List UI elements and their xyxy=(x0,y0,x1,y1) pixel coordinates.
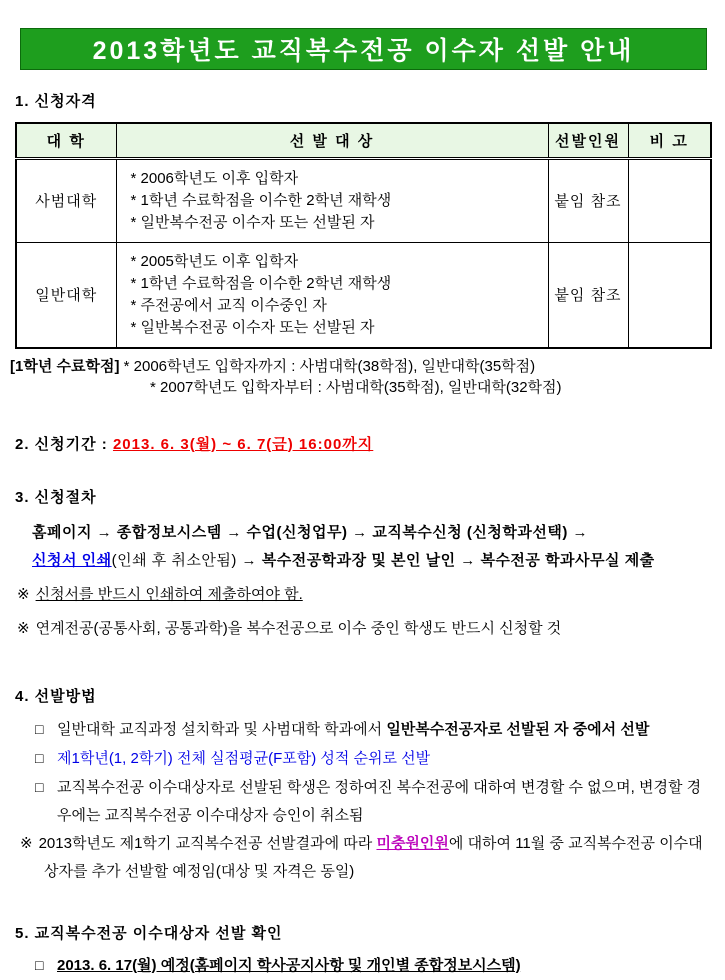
section2-heading: 2. 신청기간 : xyxy=(15,435,113,453)
table-footnotes xyxy=(10,356,710,398)
list-item xyxy=(35,773,710,830)
note-cell xyxy=(628,158,711,242)
col-header-target: 선 발 대 상 xyxy=(116,123,548,158)
star-note-text: 연계전공(공통사회, 공통과학)을 복수전공으로 이수 중인 학생도 반드시 신청할 것 xyxy=(35,619,562,637)
selection-method-list xyxy=(35,715,710,830)
criteria-cell xyxy=(116,242,548,348)
page-title: 2013학년도 교직복수전공 이수자 선발 안내 xyxy=(92,37,635,65)
list-item xyxy=(35,744,710,773)
table-row xyxy=(16,158,711,242)
note-cell xyxy=(628,242,711,348)
footnote-line xyxy=(10,356,710,377)
criteria-line: * 2006학년도 이후 입학자 xyxy=(130,169,299,187)
list-item xyxy=(35,715,710,744)
footnote-label: [1학년 수료학점] xyxy=(10,357,120,375)
col-header-note: 비 고 xyxy=(628,123,711,158)
college-name: 일반대학 xyxy=(16,242,116,348)
unfilled-quota-highlight: 미충원인원 xyxy=(376,834,449,852)
checkbox-icon: □ xyxy=(35,749,44,766)
note-post: 에 대하여 11월 중 교직복수전공 이수대상자를 추가 선발할 예정임(대상 및 자격은 동일) xyxy=(44,834,703,880)
application-period: 2013. 6. 3(월) ~ 6. 7(금) 16:00까지 xyxy=(112,435,374,453)
star-note xyxy=(17,581,710,609)
table-row xyxy=(16,242,711,348)
criteria-line: * 일반복수전공 이수자 또는 선발된 자 xyxy=(130,318,375,336)
section3 xyxy=(15,486,710,643)
footnote-line xyxy=(10,377,710,398)
criteria-line: * 일반복수전공 이수자 또는 선발된 자 xyxy=(130,213,375,231)
criteria-line: * 2005학년도 이후 입학자 xyxy=(130,252,299,270)
confirmation-date: 2013. 6. 17(월) 예정(홈페이지 학사공지사항 및 개인별 종합정보시스템) xyxy=(57,956,521,974)
star-note-text: 신청서를 반드시 인쇄하여 제출하여야 함. xyxy=(35,585,303,603)
list-item xyxy=(35,951,710,980)
star-icon: ※ xyxy=(20,834,33,852)
title-banner xyxy=(20,28,707,70)
table-header-row xyxy=(16,123,711,158)
checkbox-icon: □ xyxy=(35,778,44,795)
section5 xyxy=(15,922,710,980)
section3-heading: 3. 신청절차 xyxy=(15,488,97,506)
section2 xyxy=(15,433,710,454)
criteria-line: * 주전공에서 교직 이수중인 자 xyxy=(130,296,327,314)
col-header-quota: 선발인원 xyxy=(548,123,628,158)
quota-cell: 붙임 참조 xyxy=(548,242,628,348)
note-pre: 2013학년도 제1학기 교직복수전공 선발결과에 따라 xyxy=(38,834,377,852)
flow-line-1: 홈페이지 → 종합정보시스템 → 수업(신청업무) → 교직복수신청 (신청학과선택) → xyxy=(32,523,589,541)
qualification-table xyxy=(15,122,712,349)
star-icon: ※ xyxy=(17,619,30,637)
procedure-flow xyxy=(32,519,710,575)
footnote-text: * 2006학년도 입학자까지 : 사범대학(38학점), 일반대학(35학점) xyxy=(123,357,536,375)
bullet1-text: 일반대학 교직과정 설치학과 및 사범대학 학과에서 xyxy=(57,720,387,738)
section5-heading: 5. 교직복수전공 이수대상자 선발 확인 xyxy=(15,924,283,942)
checkbox-icon: □ xyxy=(35,956,44,973)
bullet2-text: 제1학년(1, 2학기) 전체 실점평균(F포함) 성적 순위로 선발 xyxy=(57,749,431,767)
bullet3-text: 교직복수전공 이수대상자로 선발된 학생은 정하여진 복수전공에 대하여 변경할 수 없으며, 변경할 경우에는 교직복수전공 이수대상자 승인이 취소됨 xyxy=(57,778,702,824)
checkbox-icon: □ xyxy=(35,720,44,737)
quota-cell: 붙임 참조 xyxy=(548,158,628,242)
col-header-college: 대 학 xyxy=(16,123,116,158)
criteria-line: * 1학년 수료학점을 이수한 2학년 재학생 xyxy=(130,274,392,292)
flow-line-2 xyxy=(32,547,710,575)
star-note xyxy=(20,830,710,886)
footnote-text: * 2007학년도 입학자부터 : 사범대학(35학점), 일반대학(32학점) xyxy=(150,378,562,396)
criteria-line: * 1학년 수료학점을 이수한 2학년 재학생 xyxy=(130,191,392,209)
star-note xyxy=(17,615,710,643)
section4 xyxy=(15,685,710,886)
flow-line-2-rest: → 복수전공학과장 및 본인 날인 → 복수전공 학과사무실 제출 xyxy=(236,551,655,569)
section4-heading: 4. 선발방법 xyxy=(15,687,97,705)
section1-heading: 1. 신청자격 xyxy=(15,93,97,110)
bullet1-emphasis: 일반복수전공자로 선발된 자 중에서 선발 xyxy=(386,720,650,738)
print-application-link: 신청서 인쇄 xyxy=(32,551,112,569)
flow-paren-note: (인쇄 후 취소안됨) xyxy=(111,551,237,569)
college-name: 사범대학 xyxy=(16,158,116,242)
star-icon: ※ xyxy=(17,585,30,603)
criteria-cell xyxy=(116,158,548,242)
